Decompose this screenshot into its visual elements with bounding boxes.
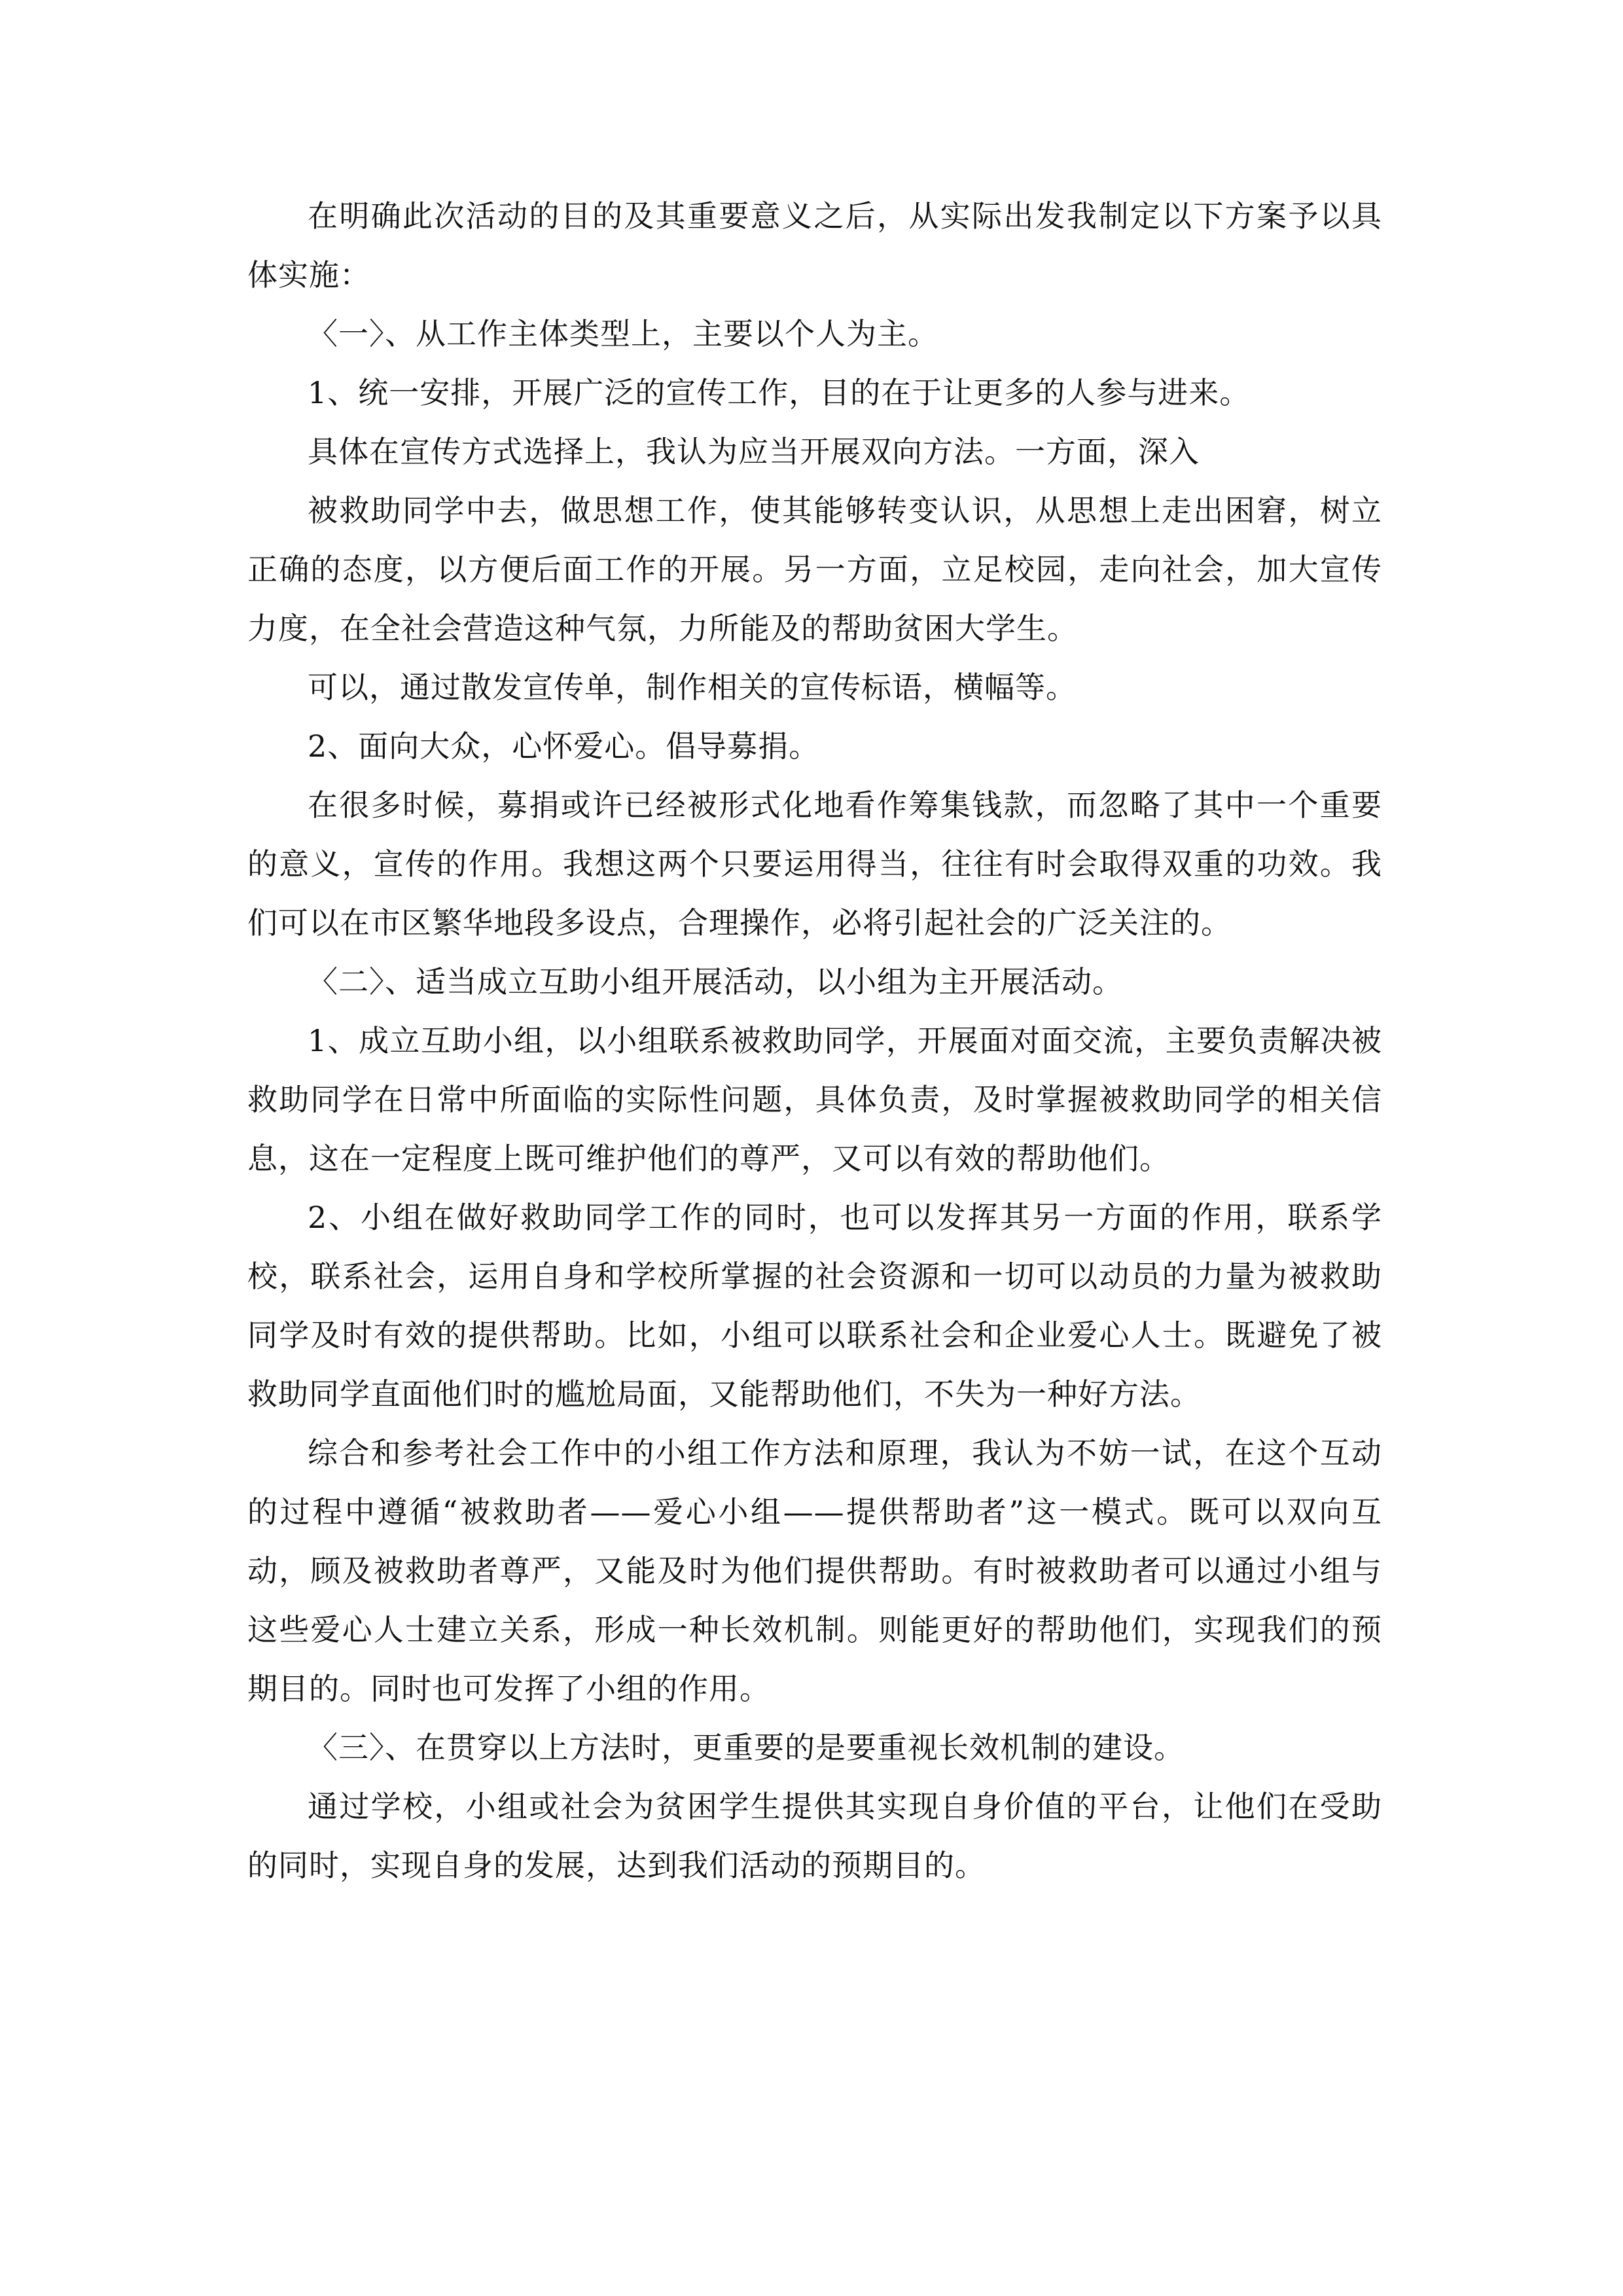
section-heading-1: 〈一〉、从工作主体类型上，主要以个人为主。 <box>308 316 938 351</box>
paragraph-donation: 在很多时候，募捐或许已经被形式化地看作筹集钱款，而忽略了其中一个重要的意义，宣传的作用。我想这两个只要运用得当，往往有时会取得双重的功效。我们可以在市区繁华地段多设点，合理操作，必将引起社会的广泛关注的。 <box>247 787 1382 941</box>
section-heading-2: 〈二〉、适当成立互助小组开展活动，以小组为主开展活动。 <box>308 964 1123 999</box>
paragraph-publicity-method: 具体在宣传方式选择上，我认为应当开展双向方法。一方面，深入 <box>308 434 1200 469</box>
section-heading-3: 〈三〉、在贯穿以上方法时，更重要的是要重视长效机制的建设。 <box>308 1730 1185 1765</box>
paragraph-group-work: 综合和参考社会工作中的小组工作方法和原理，我认为不妨一试，在这个互动的过程中遵循“被救助者——爱心小组——提供帮助者”这一模式。既可以双向互动，顾及被救助者尊严，又能及时为他们提供帮助。有时被救助者可以通过小组与这些爱心人士建立关系，形成一种长效机制。则能更好的帮助他们，实现我们的预期目的。同时也可发挥了小组的作用。 <box>247 1435 1382 1706</box>
paragraph-publicity-detail: 被救助同学中去，做思想工作，使其能够转变认识，从思想上走出困窘，树立正确的态度，以方便后面工作的开展。另一方面，立足校园，走向社会，加大宣传力度，在全社会营造这种气氛，力所能及的帮助贫困大学生。 <box>247 493 1382 646</box>
document-body <box>247 187 1382 1895</box>
paragraph-item-2-1: 1、成立互助小组，以小组联系被救助同学，开展面对面交流，主要负责解决被救助同学在日常中所面临的实际性问题，具体负责，及时掌握被救助同学的相关信息，这在一定程度上既可维护他们的尊严，又可以有效的帮助他们。 <box>247 1023 1382 1176</box>
paragraph-item-2-2: 2、小组在做好救助同学工作的同时，也可以发挥其另一方面的作用，联系学校，联系社会，运用自身和学校所掌握的社会资源和一切可以动员的力量为被救助同学及时有效的提供帮助。比如，小组可以联系社会和企业爱心人士。既避免了被救助同学直面他们时的尴尬局面，又能帮助他们，不失为一种好方法。 <box>247 1200 1382 1412</box>
paragraph-item-1-1: 1、统一安排，开展广泛的宣传工作，目的在于让更多的人参与进来。 <box>308 375 1251 410</box>
paragraph-publicity-means: 可以，通过散发宣传单，制作相关的宣传标语，横幅等。 <box>308 670 1077 705</box>
paragraph-conclusion: 通过学校，小组或社会为贫困学生提供其实现自身价值的平台，让他们在受助的同时，实现自身的发展，达到我们活动的预期目的。 <box>247 1789 1382 1883</box>
paragraph-item-1-2: 2、面向大众，心怀爱心。倡导募捐。 <box>308 728 820 764</box>
paragraph-intro: 在明确此次活动的目的及其重要意义之后，从实际出发我制定以下方案予以具体实施： <box>247 198 1382 293</box>
